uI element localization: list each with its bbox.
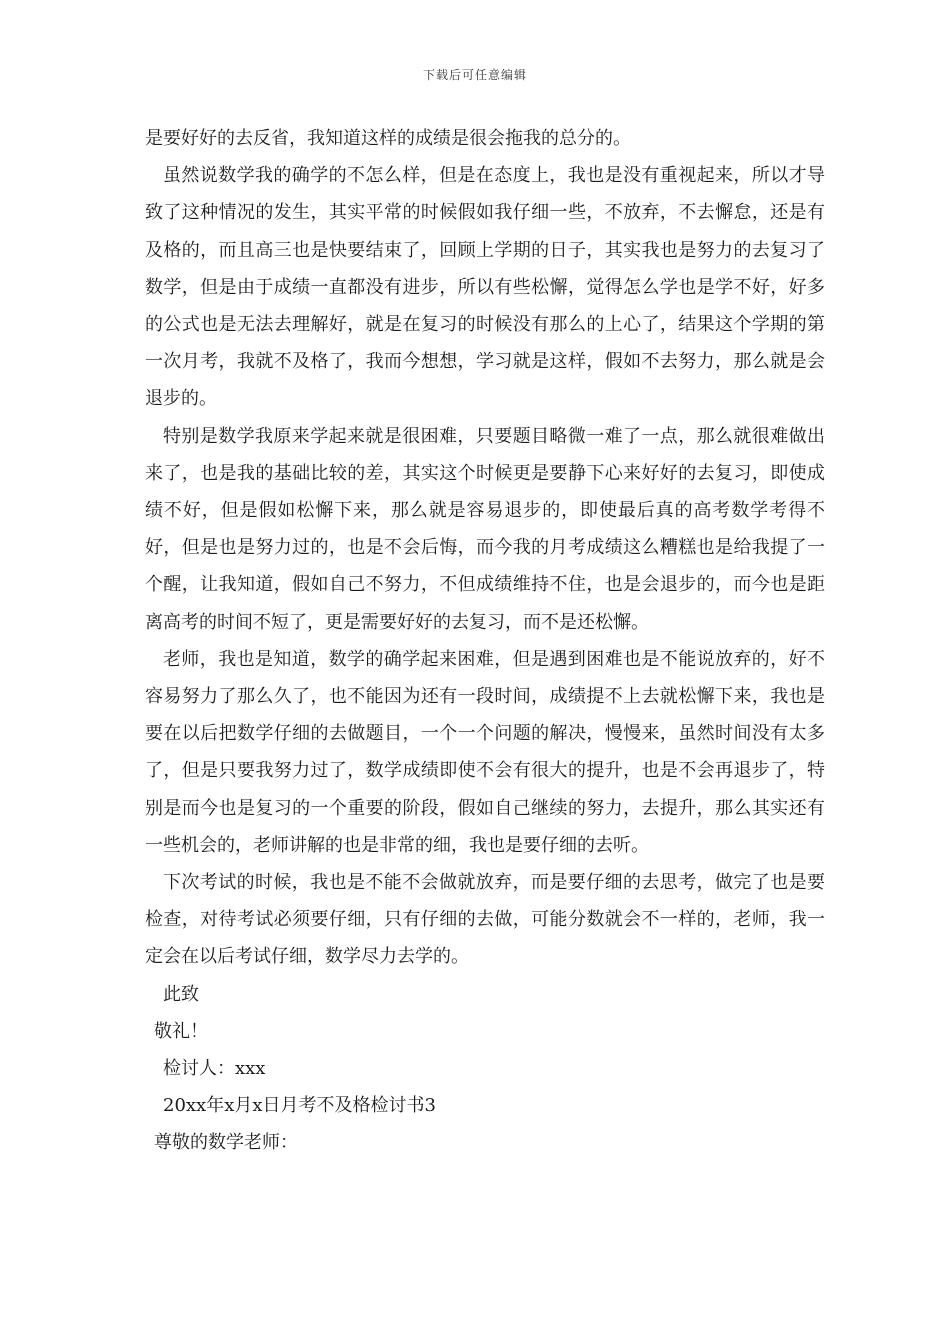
signature-line: 检讨人：xxx	[163, 1058, 266, 1080]
paragraph: 特别是数学我原来学起来就是很困难，只要题目略微一难了一点，那么就很难做出来了，也是我的基础比较的差，其实这个时候更是要静下心来好好的去复习，即使成绩不好，但是假如松懈下来，那么就是容易退步的，即使最后真的高考数学考得不好，但是也是努力过的，也是不会后悔，而今我的月考成绩这么糟糕也是给我提了一个醒，让我知道，假如自己不努力，不但成绩维持不住，也是会退步的，而今也是距离高考的时间不短了，更是需要好好的去复习，而不是还松懈。	[145, 425, 825, 633]
paragraph: 是要好好的去反省，我知道这样的成绩是很会拖我的总分的。	[145, 128, 631, 149]
paragraph: 下次考试的时候，我也是不能不会做就放弃，而是要仔细的去思考，做完了也是要检查，对待考试必须要仔细，只有仔细的去做，可能分数就会不一样的，老师，我一定会在以后考试仔细，数学尽力去学的。	[145, 872, 825, 968]
addressee-line: 尊敬的数学老师：	[154, 1132, 298, 1154]
header-note: 下载后可任意编辑	[422, 68, 527, 82]
closing-respect: 敬礼！	[154, 1020, 208, 1042]
closing-salutation: 此致	[163, 983, 199, 1005]
next-title: 20xx年x月x日月考不及格检讨书3	[163, 1095, 436, 1117]
paragraph: 老师，我也是知道，数学的确学起来困难，但是遇到困难也是不能说放弃的，好不容易努力了那么久了，也不能因为还有一段时间，成绩提不上去就松懈下来，我也是要在以后把数学仔细的去做题目，一个一个问题的解决，慢慢来，虽然时间没有太多了，但是只要我努力过了，数学成绩即使不会有很大的提升，也是不会再退步了，特别是而今也是复习的一个重要的阶段，假如自己继续的努力，去提升，那么其实还有一些机会的，老师讲解的也是非常的细，我也是要仔细的去听。	[145, 648, 825, 856]
document-body	[145, 120, 825, 1162]
paragraph: 虽然说数学我的确学的不怎么样，但是在态度上，我也是没有重视起来，所以才导致了这种情况的发生，其实平常的时候假如我仔细一些，不放弃，不去懈怠，还是有及格的，而且高三也是快要结束了，回顾上学期的日子，其实我也是努力的去复习了数学，但是由于成绩一直都没有进步，所以有些松懈，觉得怎么学也是学不好，好多的公式也是无法去理解好，就是在复习的时候没有那么的上心了，结果这个学期的第一次月考，我就不及格了，我而今想想，学习就是这样，假如不去努力，那么就是会退步的。	[145, 165, 825, 410]
